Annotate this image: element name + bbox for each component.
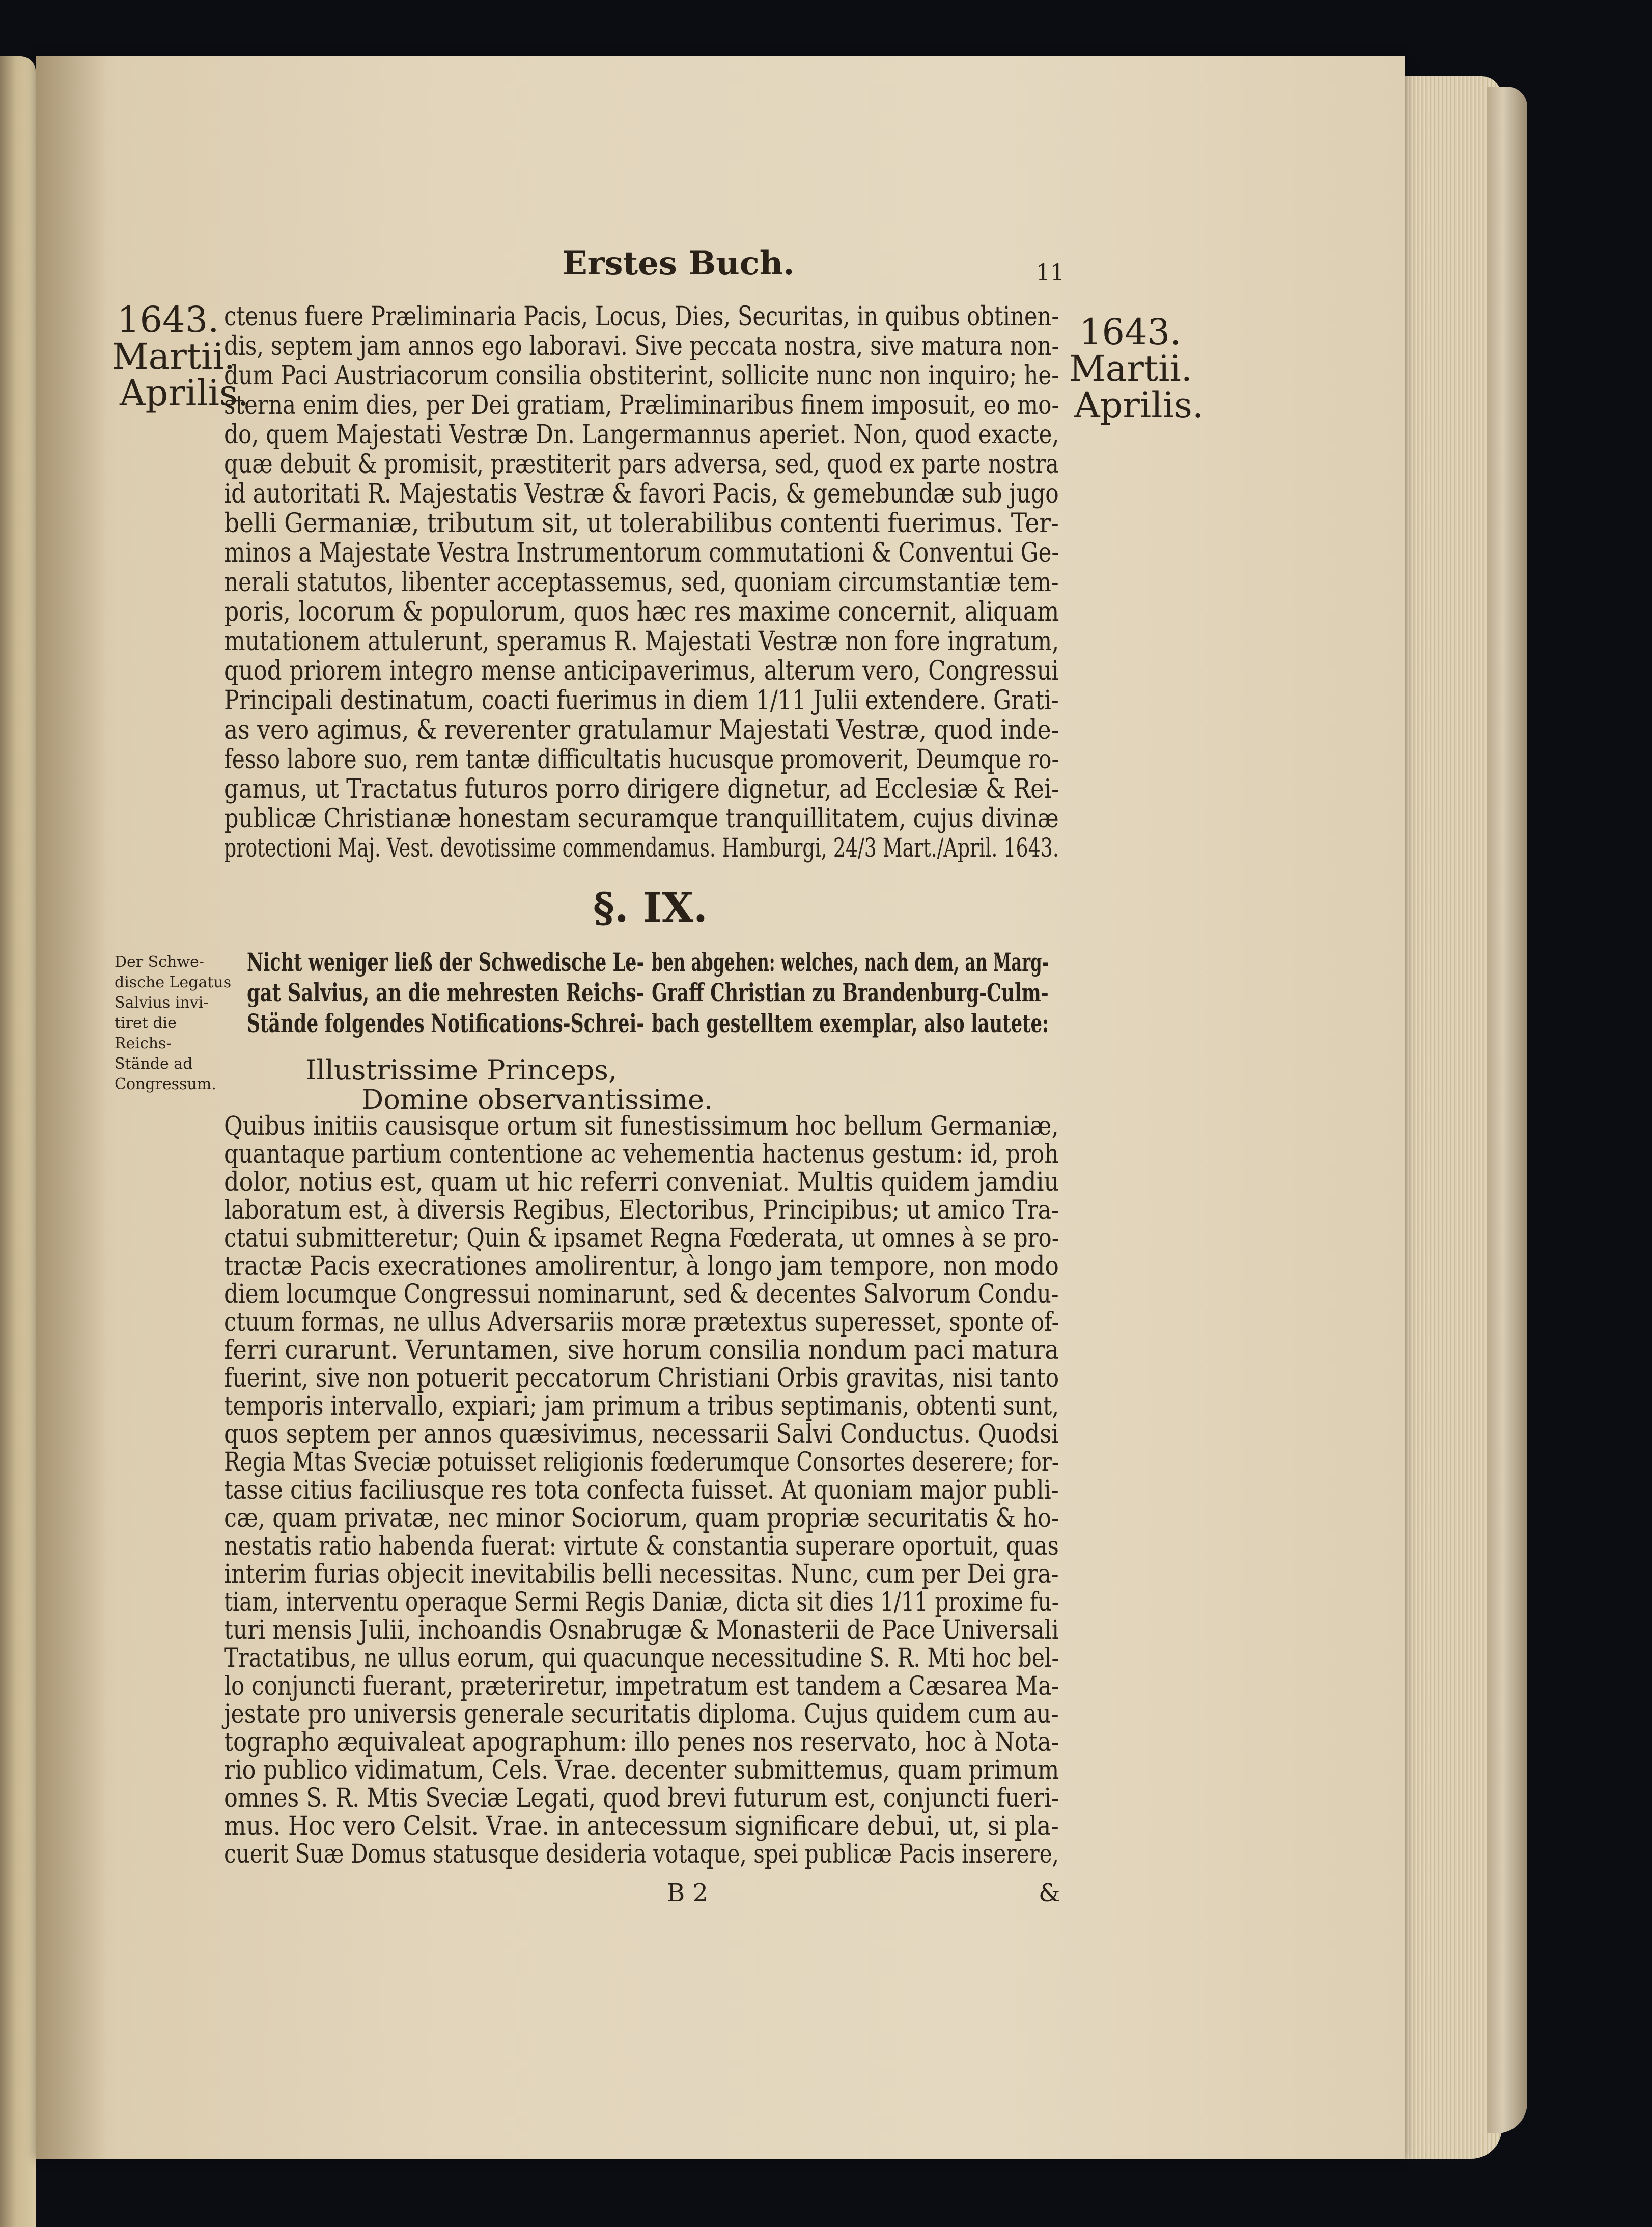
paragraph-1-line: belli Germaniæ, tributum sit, ut tolerabilibus contenti fuerimus. Ter-: [224, 508, 1059, 539]
left-page-edge: [0, 56, 36, 2227]
margin-year-right: 1643.: [1079, 311, 1182, 353]
paragraph-2-line: ctuum formas, ne ullus Adversariis moræ prætextus superesset, sponte of-: [224, 1307, 1059, 1338]
side-note-line: dische Legatus: [115, 973, 232, 991]
paragraph-2-line: Quibus initiis causisque ortum sit funestissimum hoc bellum Germaniæ,: [224, 1111, 1059, 1142]
paragraph-2-line: nestatis ratio habenda fuerat: virtute & constantia superare oportuit, quas: [224, 1531, 1059, 1562]
side-note-line: Salvius invi-: [115, 994, 209, 1012]
paragraph-2-line: tiam, interventu operaque Sermi Regis Daniæ, dicta sit dies 1/11 proxime fu-: [224, 1587, 1059, 1618]
gutter-shadow: [36, 56, 107, 2159]
paragraph-2-line: diem locumque Congressui nominarunt, sed & decentes Salvorum Condu-: [224, 1279, 1059, 1310]
paragraph-2-line: interim furias objecit inevitabilis belli necessitas. Nunc, cum per Dei gra-: [224, 1559, 1059, 1590]
salutation-line-1: Illustrissime Princeps,: [305, 1054, 618, 1086]
margin-month-left-1: Martii.: [112, 336, 236, 377]
paragraph-2-line: jestate pro universis generale securitatis diploma. Cujus quidem cum au-: [224, 1699, 1059, 1730]
paragraph-2-line: turi mensis Julii, inchoandis Osnabrugæ & Monasterii de Pace Universali: [224, 1615, 1059, 1646]
paragraph-1-line: gamus, ut Tractatus futuros porro dirigere dignetur, ad Ecclesiæ & Rei-: [224, 774, 1059, 804]
margin-month-right-1: Martii.: [1069, 348, 1193, 389]
paragraph-1-line: Principali destinatum, coacti fuerimus in diem 1/11 Julii extendere. Grati-: [224, 685, 1059, 716]
paragraph-1-line: sterna enim dies, per Dei gratiam, Præliminaribus finem imposuit, eo mo-: [224, 390, 1059, 421]
margin-month-right-2: Aprilis.: [1074, 384, 1204, 426]
paragraph-2-line: omnes S. R. Mtis Sveciæ Legati, quod brevi futurum est, conjuncti fueri-: [224, 1783, 1059, 1814]
paragraph-2-line: dolor, notius est, quam ut hic referri conveniat. Multis quidem jamdiu: [224, 1167, 1059, 1198]
paragraph-1-line: poris, locorum & populorum, quos hæc res maxime concernit, aliquam: [224, 597, 1059, 627]
section-heading: §. IX.: [593, 883, 708, 931]
paragraph-1-line: mutationem attulerunt, speramus R. Majestati Vestræ non fore ingratum,: [224, 626, 1059, 657]
german-right-line: ben abgehen: welches, nach dem, an Marg-: [652, 947, 1049, 977]
running-title: Erstes Buch.: [563, 244, 795, 283]
paragraph-2-line: ferri curarunt. Veruntamen, sive horum consilia nondum paci matura: [224, 1335, 1059, 1366]
german-left-line: Stände folgendes Notifications-Schrei-: [247, 1008, 645, 1038]
paragraph-2-line: temporis intervallo, expiari; jam primum a tribus septimanis, obtenti sunt,: [224, 1391, 1059, 1422]
paragraph-1-line: ctenus fuere Præliminaria Pacis, Locus, Dies, Securitas, in quibus obtinen-: [224, 301, 1059, 332]
page-edges: [1395, 76, 1502, 2159]
paragraph-2-line: quos septem per annos quæsivimus, necessarii Salvi Conductus. Quodsi: [224, 1419, 1059, 1450]
paragraph-1-line: publicæ Christianæ honestam securamque tranquillitatem, cujus divinæ: [224, 803, 1059, 834]
german-right-line: bach gestelltem exemplar, also lautete:: [652, 1008, 1049, 1038]
paragraph-1-line: dis, septem jam annos ego laboravi. Sive peccata nostra, sive matura non-: [224, 331, 1059, 361]
paragraph-2-line: tographo æquivaleat apographum: illo penes nos reservato, hoc à Nota-: [224, 1727, 1059, 1758]
paragraph-1-line: minos a Majestate Vestra Instrumentorum commutationi & Conventui Ge-: [224, 538, 1059, 568]
german-right-line: Graff Christian zu Brandenburg-Culm-: [652, 978, 1049, 1008]
paragraph-2-line: cuerit Suæ Domus statusque desideria votaque, spei publicæ Pacis inserere,: [224, 1839, 1059, 1870]
margin-year-left: 1643.: [117, 299, 219, 341]
paragraph-2-line: quantaque partium contentione ac vehementia hactenus gestum: id, proh: [224, 1139, 1059, 1170]
catchword: &: [1039, 1879, 1060, 1907]
side-note-line: Stände ad: [115, 1055, 193, 1073]
paragraph-1-line: protectioni Maj. Vest. devotissime commendamus. Hamburgi, 24/3 Mart./April. 1643.: [224, 833, 1059, 864]
paragraph-1-line: do, quem Majestati Vestræ Dn. Langermannus aperiet. Non, quod exacte,: [224, 420, 1059, 450]
paragraph-2-line: lo conjuncti fuerant, præteriretur, impetratum est tandem a Cæsarea Ma-: [224, 1671, 1059, 1702]
paragraph-2-line: cæ, quam privatæ, nec minor Sociorum, quam propriæ securitatis & ho-: [224, 1503, 1059, 1534]
salutation-line-2: Domine observantissime.: [361, 1083, 713, 1116]
german-left-line: Nicht weniger ließ der Schwedische Le-: [247, 947, 645, 977]
paragraph-1-line: quæ debuit & promisit, præstiterit pars adversa, sed, quod ex parte nostra: [224, 449, 1059, 480]
paragraph-2-line: fuerint, sive non potuerit peccatorum Christiani Orbis gravitas, nisi tanto: [224, 1363, 1059, 1394]
paragraph-2-line: rio publico vidimatum, Cels. Vrae. decenter submittemus, quam primum: [224, 1755, 1059, 1786]
paragraph-1-line: dum Paci Austriacorum consilia obstiterint, sollicite nunc non inquiro; he-: [224, 360, 1059, 391]
paragraph-2-line: tractæ Pacis execrationes amolirentur, à longo jam tempore, non modo: [224, 1251, 1059, 1282]
paragraph-2-line: Tractatibus, ne ullus eorum, qui quacunque necessitudine S. R. Mti hoc bel-: [224, 1643, 1059, 1674]
signature-mark: B 2: [667, 1879, 709, 1907]
paragraph-1-line: quod priorem integro mense anticipaverimus, alterum vero, Congressui: [224, 656, 1059, 686]
paragraph-2-line: mus. Hoc vero Celsit. Vrae. in antecessum significare debui, ut, si pla-: [224, 1811, 1059, 1842]
book-cover-edge: [1487, 87, 1527, 2133]
paragraph-2-line: laboratum est, à diversis Regibus, Electoribus, Principibus; ut amico Tra-: [224, 1195, 1059, 1226]
paragraph-1-line: fesso labore suo, rem tantæ difficultatis hucusque promoverit, Deumque ro-: [224, 744, 1059, 775]
paragraph-2-line: ctatui submitteretur; Quin & ipsamet Regna Fœderata, ut omnes à se pro-: [224, 1223, 1059, 1254]
side-note-line: Reichs-: [115, 1035, 172, 1052]
page-number: 11: [1036, 260, 1065, 286]
paragraph-2-line: Regia Mtas Sveciæ potuisset religionis fœderumque Consortes deserere; for-: [224, 1447, 1059, 1478]
margin-month-left-2: Aprilis.: [120, 372, 249, 414]
paragraph-1-line: nerali statutos, libenter acceptassemus, sed, quoniam circumstantiæ tem-: [224, 567, 1059, 598]
side-note-line: Congressum.: [115, 1075, 216, 1093]
paragraph-2-line: tasse citius faciliusque res tota confecta fuisset. At quoniam major publi-: [224, 1475, 1059, 1506]
german-left-line: gat Salvius, an die mehresten Reichs-: [247, 978, 645, 1008]
side-note-line: tiret die: [115, 1014, 177, 1032]
paragraph-1-line: id autoritati R. Majestatis Vestræ & favori Pacis, & gemebundæ sub jugo: [224, 479, 1059, 509]
paragraph-1-line: as vero agimus, & reverenter gratulamur Majestati Vestræ, quod inde-: [224, 715, 1059, 745]
side-note-line: Der Schwe-: [115, 953, 204, 971]
